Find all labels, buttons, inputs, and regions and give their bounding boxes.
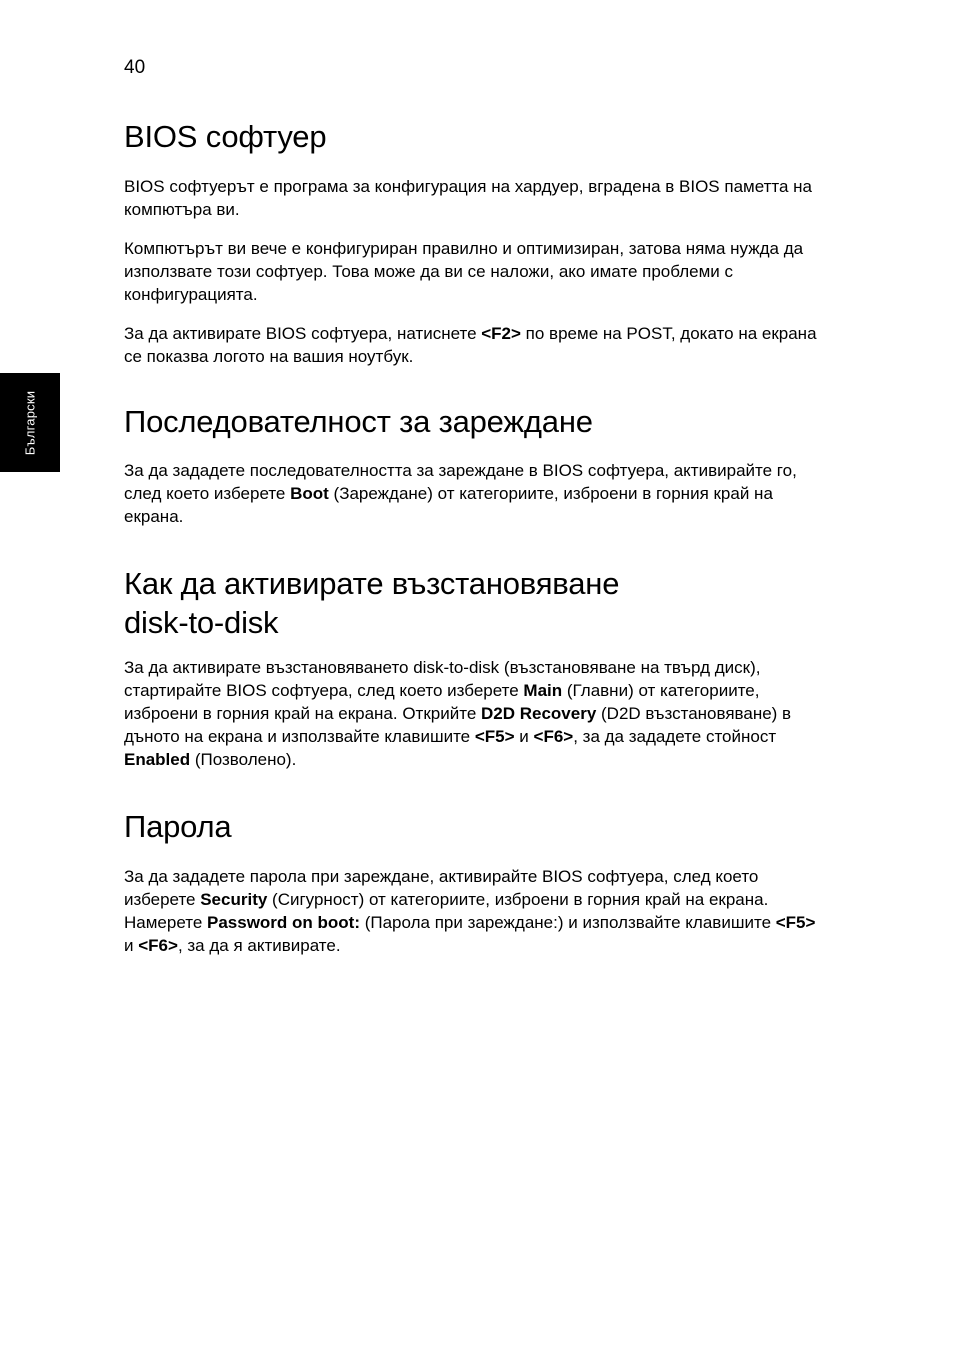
section-heading-password: Парола (124, 809, 232, 844)
key-f5: <F5> (775, 913, 816, 932)
term-password-on-boot: Password on boot: (207, 913, 360, 932)
paragraph-recovery: За да активирате възстановяването disk-to-disk (възстановяване на твърд диск), стартирайте BIOS софтуера, след което изберете Main (Главни) от категориите, изброени в горния край на екрана. Открийте D2D Recovery (D2D възстановяване) в дъното на екрана и използвайте клавишите <F5> и <F6>, за да зададете стойност Enabled (Позволено). (124, 658, 792, 769)
section-password (124, 807, 824, 957)
term-boot: Boot (290, 484, 329, 503)
paragraph-bios-activate: За да активирате BIOS софтуера, натиснете <F2> по време на POST, докато на екрана се показва логото на вашия ноутбук. (124, 324, 817, 366)
paragraph-bios-intro: BIOS софтуерът е програма за конфигурация на хардуер, вградена в BIOS паметта на компютъра ви. (124, 177, 813, 219)
paragraph-password: За да зададете парола при зареждане, активирайте BIOS софтуера, след което изберете Security (Сигурност) от категориите, изброени в горния край на екрана. Намерете Password on boot: (Парола при зареждане:) и използвайте клавишите <F5> и <F6>, за да я активирате. (124, 867, 816, 955)
term-d2d-recovery: D2D Recovery (481, 704, 597, 723)
paragraph-boot: За да зададете последователността за зареждане в BIOS софтуера, активирайте го, след което изберете Boot (Зареждане) от категориите, изброени в горния край на екрана. (124, 461, 797, 526)
section-heading-boot: Последователност за зареждане (124, 404, 593, 439)
key-f6: <F6> (138, 936, 178, 955)
key-f6: <F6> (533, 727, 574, 746)
section-heading-recovery: Как да активирате възстановяване disk-to-disk (124, 566, 620, 640)
key-f5: <F5> (474, 727, 515, 746)
section-disk-recovery (124, 564, 824, 771)
page-number: 40 (124, 57, 146, 78)
section-heading-bios: BIOS софтуер (124, 119, 327, 154)
section-bios-software (124, 117, 824, 368)
language-side-tab (0, 373, 60, 472)
term-enabled: Enabled (124, 750, 191, 769)
term-security: Security (200, 890, 268, 909)
language-tab-label: Български (22, 390, 38, 456)
section-boot-sequence (124, 402, 824, 528)
term-main: Main (523, 681, 563, 700)
key-f2: <F2> (481, 324, 521, 343)
paragraph-bios-configured: Компютърът ви вече е конфигуриран правилно и оптимизиран, затова няма нужда да използвате този софтуер. Това може да ви се наложи, ако имате проблеми с конфигурацията. (124, 239, 804, 304)
